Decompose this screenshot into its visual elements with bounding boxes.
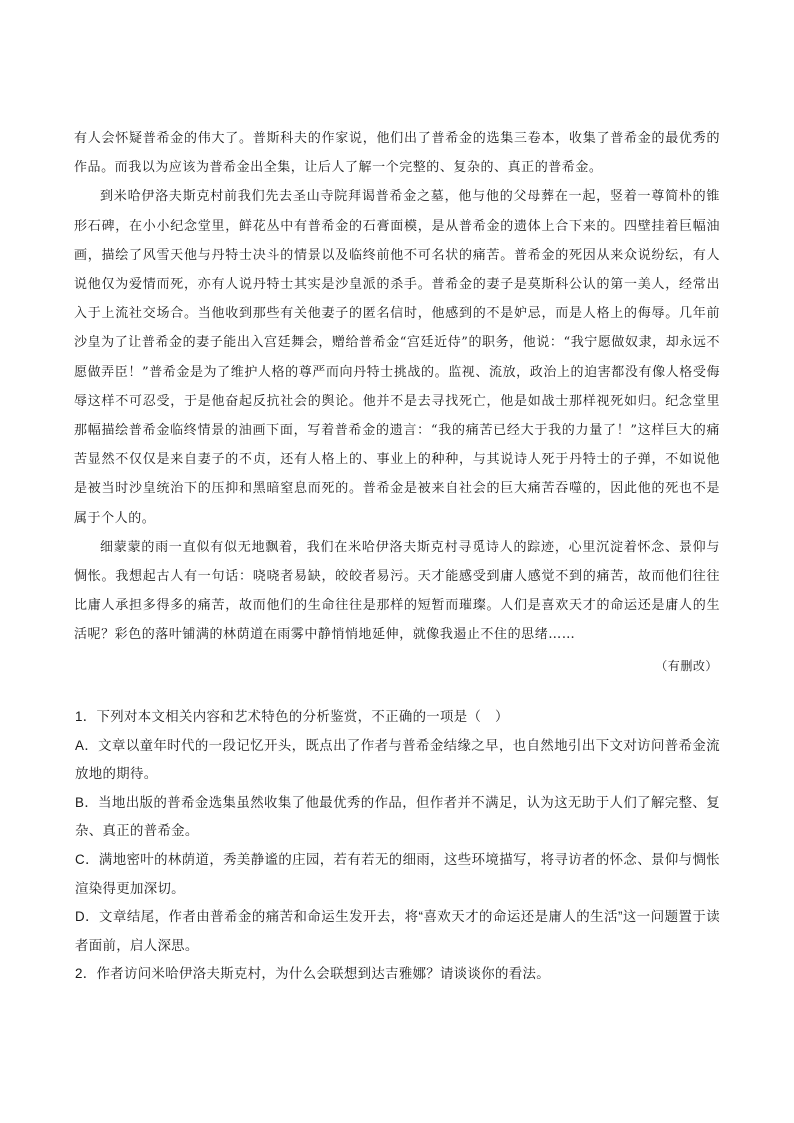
- question-1-option-a: A．文章以童年时代的一段记忆开头，既点出了作者与普希金结缘之早，也自然地引出下文对访问普希金流放地的期待。: [75, 737, 720, 782]
- question-2-stem: 2．作者访问米哈伊洛夫斯克村，为什么会联想到达吉雅娜？请谈谈你的看法。: [75, 966, 550, 982]
- article-body: [74, 124, 720, 681]
- question-1-stem: 1．下列对本文相关内容和艺术特色的分析鉴赏，不正确的一项是（ ）: [75, 709, 509, 724]
- article-paragraph-1: 有人会怀疑普希金的伟大了。普斯科夫的作家说，他们出了普希金的选集三卷本，收集了普希金的最优秀的作品。而我以为应该为普希金出全集，让后人了解一个完整的、复杂的、真正的普希金。: [74, 131, 720, 176]
- article-paragraph-2: 到米哈伊洛夫斯克村前我们先去圣山寺院拜谒普希金之墓，他与他的父母葬在一起，竖着一尊简朴的锥形石碑，在小小纪念堂里，鲜花丛中有普希金的石膏面模，是从普希金的遗体上合下来的。四壁挂着巨幅油画，描绘了风雪天他与丹特士决斗的情景以及临终前他不可名状的痛苦。普希金的死因从来众说纷纭，有人说他仅为爱情而死，亦有人说丹特士其实是沙皇派的杀手。普希金的妻子是莫斯科公认的第一美人，经常出入于上流社交场合。当他收到那些有关他妻子的匿名信时，他感到的不是妒忌，而是人格上的侮辱。几年前沙皇为了让普希金的妻子能出入宫廷舞会，赠给普希金“宫廷近侍”的职务，他说：“我宁愿做奴隶，却永远不愿做弄臣！”普希金是为了维护人格的尊严而向丹特士挑战的。监视、流放，政治上的迫害都没有像人格受侮辱这样不可忍受，于是他奋起反抗社会的舆论。他并不是去寻找死亡，他是如战士那样视死如归。纪念堂里那幅描绘普希金临终情景的油画下面，写着普希金的遗言：“我的痛苦已经大于我的力量了！”这样巨大的痛苦显然不仅仅是来自妻子的不贞，还有人格上的、事业上的种种，与其说诗人死于丹特士的子弹，不如说他是被当时沙皇统治下的压抑和黑暗窒息而死的。普希金是被来自社会的巨大痛苦吞噬的，因此他的死也不是属于个人的。: [74, 189, 720, 526]
- article-paragraph-3: 细蒙蒙的雨一直似有似无地飘着，我们在米哈伊洛夫斯克村寻觅诗人的踪迹，心里沉淀着怀念、景仰与惆怅。我想起古人有一句话：哓哓者易缺，皎皎者易污。天才能感受到庸人感觉不到的痛苦，故而他们往往比庸人承担多得多的痛苦，故而他们的生命往往是那样的短暂而璀璨。人们是喜欢天才的命运还是庸人的生活呢？彩色的落叶铺满的林荫道在雨雾中静悄悄地延伸，就像我遏止不住的思绪……: [74, 539, 720, 643]
- questions-section: [75, 703, 720, 989]
- question-1-option-d: D．文章结尾，作者由普希金的痛苦和命运生发开去，将“喜欢天才的命运还是庸人的生活”这一问题置于读者面前，启人深思。: [75, 909, 720, 953]
- question-1-option-c: C．满地密叶的林荫道，秀美静谧的庄园，若有若无的细雨，这些环境描写，将寻访者的怀念、景仰与惆怅渲染得更加深切。: [75, 851, 720, 896]
- question-1-option-b: B．当地出版的普希金选集虽然收集了他最优秀的作品，但作者并不满足，认为这无助于人们了解完整、复杂、真正的普希金。: [75, 794, 720, 839]
- source-note: （有删改）: [655, 658, 718, 673]
